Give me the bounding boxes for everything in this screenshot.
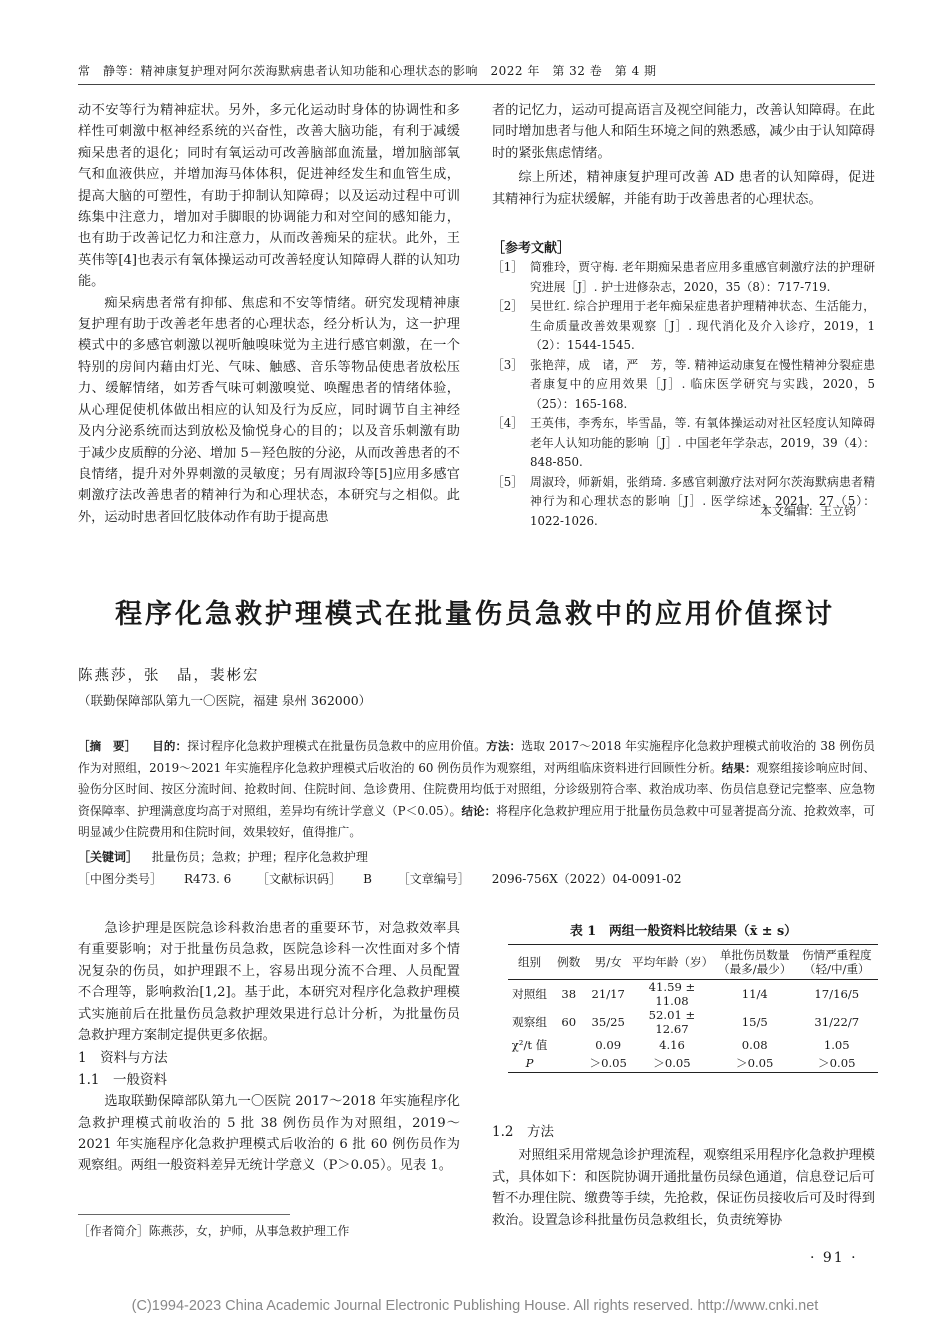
reference-number: ［5］ <box>492 474 524 489</box>
doc-label: ［文献标识码］ <box>257 872 342 886</box>
abstract-conclusion: 将程序化急救护理应用于批量伤员急救中可显著提高分流、抢救效率，可明显减少住院费用和住院时间，效果较好，值得推广。 <box>78 803 875 840</box>
table-cell: 11/4 <box>714 980 796 1009</box>
clc-value: R473. 6 <box>184 872 232 886</box>
editor-note: 本文编辑：王立钧 <box>760 504 857 518</box>
table-cell: 0.08 <box>741 1038 768 1052</box>
table-cell: ＞0.05 <box>796 1054 878 1073</box>
article-number-label: ［文章编号］ <box>397 872 470 886</box>
prev-paragraph-continued: 者的记忆力，运动可提高语言及视空间能力，改善认知障碍。在此同时增加患者与他人和陌生环境之间的熟悉感，减少由于认知障碍时的紧张焦虑情绪。 <box>492 103 875 161</box>
reference-item <box>492 258 875 297</box>
header-rule <box>78 84 875 85</box>
table-header-cell: 伤情严重程度（轻/中/重） <box>796 945 878 980</box>
reference-item <box>492 414 875 473</box>
table-header-cell: 单批伤员数量（最多/最少） <box>714 945 796 980</box>
keywords-label: ［关键词］ <box>78 850 139 864</box>
table-cell: 60 <box>561 1015 577 1029</box>
paragraph-1-2: 对照组采用常规急诊护理流程，观察组采用程序化急救护理模式，具体如下：和医院协调开通批量伤员绿色通道，信息登记后可暂不办理住院、缴费等手续，先抢救，保证伤员接收后可及时得到救治。设置急诊科批量伤员急救组长，负责统筹协 <box>492 1148 875 1228</box>
conclusion-label: 结论： <box>461 803 497 818</box>
table-cell: P <box>508 1054 551 1073</box>
clc-label: ［中图分类号］ <box>78 872 163 886</box>
table-cell: 17/16/5 <box>796 980 878 1009</box>
subsection-heading: 1.1 一般资料 <box>78 1071 167 1088</box>
abstract <box>78 736 875 844</box>
reference-number: ［1］ <box>492 260 524 274</box>
prev-paragraph: 综上所述，精神康复护理可改善 AD 患者的认知障碍，促进其精神行为症状缓解，并能有助于改善患者的心理状态。 <box>492 170 875 207</box>
table-header-cell: 例数 <box>551 945 586 980</box>
prev-paragraph-continued: 动不安等行为精神症状。另外，多元化运动时身体的协调性和多样性可刺激中枢神经系统的兴奋性，改善大脑功能，有利于减缓痴呆患者的退化；同时有氧运动可改善脑部血流量，增加脑部氧气和血液供应，并增加海马体体积，促进神经发生和血管生成，提高大脑的可塑性，有助于抑制认知障碍；以及运动过程中可训练集中注意力，增加对手脚眼的协调能力和对空间的感知能力，也有助于改善记忆力和注意力，从而改善痴呆的症状。此外，王英伟等[4]也表示有氧体操运动可改善轻度认知障碍人群的认知功能。 <box>78 103 460 290</box>
table-row <box>508 980 878 1009</box>
reference-number: ［3］ <box>492 357 524 372</box>
reference-item <box>492 297 875 356</box>
table-cell <box>551 1036 586 1054</box>
table-cell: 1.05 <box>823 1038 850 1052</box>
subsection-heading: 1.2 方法 <box>492 1124 554 1140</box>
reference-text: 周淑玲，师新娟，张绡琦. 多感官刺激疗法对阿尔茨海默病患者精神行为和心理状态的影响［J］. 医学综述，2021，27（5）：1022-1026. <box>530 474 875 528</box>
table-cell: ＞0.05 <box>630 1054 714 1073</box>
table-cell: 31/22/7 <box>814 1015 860 1029</box>
references-list <box>492 258 875 531</box>
footnote-rule <box>78 1214 290 1215</box>
abstract-results: 观察组接诊响应时间、验伤分区时间、按区分流时间、抢救时间、住院时间、急诊费用、住院费用均低于对照组，分诊级别符合率、救治成功率、伤员信息登记完整率、应急物资保障率、护理满意度均高于对照组，差异均有统计学意义（P＜0.05）。 <box>78 760 875 818</box>
abstract-label: ［摘 要］ <box>78 739 137 753</box>
reference-text: 张艳萍，成 诸，严 芳，等. 精神运动康复在慢性精神分裂症患者康复中的应用效果［J］. 临床医学研究与实践，2020，5（25）：165-168. <box>530 357 875 411</box>
table-header-row <box>508 945 878 980</box>
table-cell: 41.59 ± 11.08 <box>630 980 714 1009</box>
table-row <box>508 1008 878 1036</box>
prev-paragraph: 痴呆病患者常有抑郁、焦虑和不安等情绪。研究发现精神康复护理有助于改善老年患者的心理状态，经分析认为，这一护理模式中的多感官刺激以视听触嗅味觉为主进行感官刺激，在一个特别的房间内藉由灯光、气味、触感、音乐等物品使患者放松压力、缓解情绪，如芳香气味可刺激嗅觉、唤醒患者的情绪体验，从心理促使机体做出相应的认知及行为反应，同时调节自主神经及内分泌系统而达到放松及愉悦身心的目的；以及音乐刺激有助于减少皮质醇的分泌、增加 5－羟色胺的分泌，从而改善患者的不良情绪，提升对外界刺激的灵敏度；另有周淑玲等[5]应用多感官刺激疗法改善患者的精神行为和心理状态，本研究与之相似。此外，运动时患者回忆肢体动作有助于提高患 <box>78 295 460 525</box>
reference-item <box>492 356 875 415</box>
article-title: 程序化急救护理模式在批量伤员急救中的应用价值探讨 <box>115 599 835 630</box>
reference-text: 吴世红. 综合护理用于老年痴呆症患者护理精神状态、生活能力，生命质量改善效果观察［J］. 现代消化及介入诊疗，2019，1（2）：1544-1545. <box>530 299 875 352</box>
abstract-methods: 选取 2017～2018 年实施程序化急救护理模式前收治的 38 例伤员作为对照组，2019～2021 年实施程序化急救护理模式后收治的 60 例伤员作为观察组，对两组临床资料进行回顾性分析。 <box>78 739 876 775</box>
table-cell: ＞0.05 <box>586 1054 630 1073</box>
table-row <box>508 1054 878 1073</box>
table-cell: 0.09 <box>595 1038 622 1052</box>
section-heading: 1 资料与方法 <box>78 1050 168 1067</box>
doc-value: B <box>363 872 372 886</box>
article-authors: 陈燕莎，张 晶，裴彬宏 <box>78 668 260 684</box>
reference-text: 王英伟，李秀东，毕雪晶，等. 有氧体操运动对社区轻度认知障碍老年人认知功能的影响［J］. 中国老年学杂志，2019，39（4）：848-850. <box>530 416 875 469</box>
article-left-column <box>78 918 460 1177</box>
keywords: 批量伤员；急救；护理；程序化急救护理 <box>151 850 368 864</box>
table-cell: 观察组 <box>512 1015 547 1029</box>
article-right-column <box>492 1122 875 1231</box>
running-header: 常 静等：精神康复护理对阿尔茨海默病患者认知功能和心理状态的影响 2022 年 第 32 卷 第 4 期 <box>78 64 657 78</box>
table-cell: ＞0.05 <box>714 1054 796 1073</box>
table-caption: 表 1 两组一般资料比较结果（x̄ ± s） <box>570 924 797 939</box>
table-header-cell: 男/女 <box>586 945 630 980</box>
table-row <box>508 1036 878 1054</box>
copyright-footer: (C)1994-2023 China Academic Journal Electronic Publishing House. All rights reserved. http://www.cnki.net <box>131 1298 819 1314</box>
table-cell: 4.16 <box>659 1038 685 1052</box>
results-label: 结果： <box>721 760 757 775</box>
table-header-cell: 组别 <box>508 945 551 980</box>
prev-article-left-column <box>78 100 460 528</box>
table-cell: 35/25 <box>591 1015 625 1029</box>
table-cell <box>551 1054 586 1073</box>
table-cell: 15/5 <box>741 1015 768 1029</box>
classification-line <box>78 870 704 887</box>
keywords-line <box>78 848 368 865</box>
references-heading: ［参考文献］ <box>492 241 571 256</box>
page-number: · 91 · <box>810 1250 858 1266</box>
reference-number: ［4］ <box>492 416 524 430</box>
table-cell: 对照组 <box>508 980 551 1009</box>
author-note: ［作者简介］陈燕莎，女，护师，从事急救护理工作 <box>78 1224 350 1238</box>
prev-article-right-column <box>492 100 875 210</box>
paragraph-1-1: 选取联勤保障部队第九一〇医院 2017～2018 年实施程序化急救护理模式前收治的 5 批 38 例伤员作为对照组，2019～2021 年实施程序化急救护理模式后收治的 6 批 60 例伤员作为观察组。两组一般资料差异无统计学意义（P＞0.05）。见表 1。 <box>78 1094 460 1174</box>
table-1 <box>508 944 878 1073</box>
table-cell: 21/17 <box>586 980 630 1009</box>
table-header-cell: 平均年龄（岁） <box>630 945 714 980</box>
table-cell: 38 <box>551 980 586 1009</box>
article-affiliation: （联勤保障部队第九一〇医院，福建 泉州 362000） <box>78 693 372 708</box>
objective-label: 目的： <box>152 739 188 753</box>
table-cell: 52.01 ± 12.67 <box>648 1008 696 1036</box>
intro-paragraph: 急诊护理是医院急诊科救治患者的重要环节，对急救效率具有重要影响；对于批量伤员急救，医院急诊科一次性面对多个情况复杂的伤员，如护理跟不上，容易出现分流不合理、人员配置不合理等，影响救治[1,2]。基于此，本研究对程序化急救护理模式实施前后在批量伤员急救护理效果进行总计分析，为批量伤员急救护理方案制定提供更多依据。 <box>78 921 460 1044</box>
reference-text: 简雅玲，贾守梅. 老年期痴呆患者应用多重感官刺激疗法的护理研究进展［J］. 护士进修杂志，2020，35（8）：717-719. <box>530 260 875 294</box>
abstract-objective: 探讨程序化急救护理模式在批量伤员急救中的应用价值。 <box>187 739 487 753</box>
methods-label: 方法： <box>486 739 522 753</box>
article-number-value: 2096-756X（2022）04-0091-02 <box>491 872 682 886</box>
table-cell: χ²/t 值 <box>511 1038 548 1052</box>
reference-number: ［2］ <box>492 299 524 313</box>
